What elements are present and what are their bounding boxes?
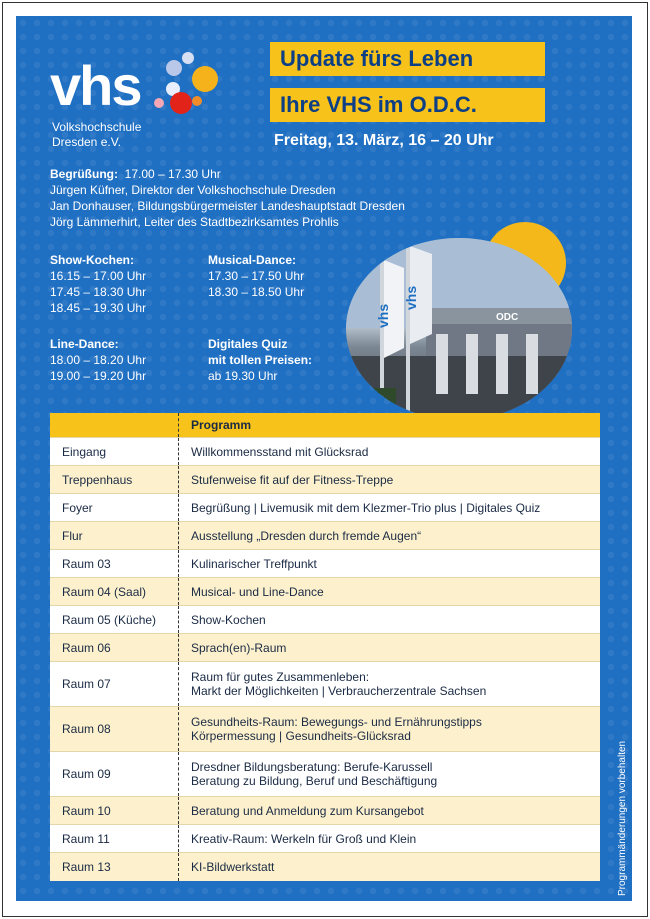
program-line: Show-Kochen bbox=[191, 612, 266, 627]
building-illustration bbox=[346, 238, 572, 420]
poster bbox=[16, 16, 632, 901]
program-line: Willkommensstand mit Glücksrad bbox=[191, 444, 369, 459]
program-line: Ausstellung „Dresden durch fremde Augen“ bbox=[191, 528, 422, 543]
program-line: KI-Bildwerkstatt bbox=[191, 859, 275, 874]
room-cell: Raum 10 bbox=[50, 797, 179, 825]
program-cell bbox=[179, 494, 601, 522]
headline-2: Ihre VHS im O.D.C. bbox=[270, 88, 545, 122]
table-row bbox=[50, 522, 600, 550]
program-header-row bbox=[50, 413, 600, 438]
room-cell: Raum 04 (Saal) bbox=[50, 578, 179, 606]
logo-dot bbox=[170, 92, 192, 114]
building-sign: ODC bbox=[496, 312, 519, 323]
line-dance-time: 18.00 – 18.20 Uhr bbox=[50, 353, 147, 367]
program-table bbox=[50, 413, 600, 881]
program-line: Dresdner Bildungsberatung: Berufe-Karussell bbox=[191, 760, 433, 774]
program-line: Kulinarischer Treffpunkt bbox=[191, 556, 317, 571]
program-cell bbox=[179, 522, 601, 550]
welcome-block bbox=[50, 166, 470, 230]
welcome-label: Begrüßung: bbox=[50, 167, 118, 181]
table-row bbox=[50, 797, 600, 825]
header-room bbox=[50, 413, 179, 438]
room-cell: Raum 11 bbox=[50, 825, 179, 853]
program-line: Körpermessung | Gesundheits-Glücksrad bbox=[191, 729, 411, 743]
program-line: Raum für gutes Zusammenleben: bbox=[191, 670, 370, 684]
table-row bbox=[50, 550, 600, 578]
show-kochen-time: 17.45 – 18.30 Uhr bbox=[50, 285, 147, 299]
show-kochen-title: Show-Kochen: bbox=[50, 253, 134, 267]
program-line: Beratung zu Bildung, Beruf und Beschäftigung bbox=[191, 774, 438, 788]
program-cell bbox=[179, 707, 601, 752]
program-line: Beratung und Anmeldung zum Kursangebot bbox=[191, 803, 424, 818]
program-cell bbox=[179, 825, 601, 853]
program-cell bbox=[179, 662, 601, 707]
quiz-title-2: mit tollen Preisen: bbox=[208, 353, 313, 367]
room-cell: Flur bbox=[50, 522, 179, 550]
musical-dance-time: 18.30 – 18.50 Uhr bbox=[208, 285, 305, 299]
musical-dance-time: 17.30 – 17.50 Uhr bbox=[208, 269, 305, 283]
table-row bbox=[50, 853, 600, 881]
quiz-title-1: Digitales Quiz bbox=[208, 337, 288, 351]
logo-dot bbox=[154, 98, 164, 108]
program-cell bbox=[179, 752, 601, 797]
logo-subtitle bbox=[52, 120, 192, 150]
line-dance-block bbox=[50, 336, 200, 384]
quiz-time: ab 19.30 Uhr bbox=[208, 369, 278, 383]
table-row bbox=[50, 634, 600, 662]
show-kochen-time: 18.45 – 19.30 Uhr bbox=[50, 301, 147, 315]
event-date: Freitag, 13. März, 16 – 20 Uhr bbox=[274, 132, 494, 149]
room-cell: Raum 05 (Küche) bbox=[50, 606, 179, 634]
program-cell bbox=[179, 606, 601, 634]
table-row bbox=[50, 438, 600, 466]
table-row bbox=[50, 752, 600, 797]
logo-dot bbox=[166, 60, 182, 76]
show-kochen-time: 16.15 – 17.00 Uhr bbox=[50, 269, 147, 283]
table-row bbox=[50, 707, 600, 752]
logo-subtitle-line2: Dresden e.V. bbox=[52, 135, 121, 149]
program-line: Stufenweise fit auf der Fitness-Treppe bbox=[191, 472, 394, 487]
quiz-block bbox=[208, 336, 358, 384]
logo-dot bbox=[192, 96, 202, 106]
table-row bbox=[50, 494, 600, 522]
room-cell: Raum 03 bbox=[50, 550, 179, 578]
program-line: Sprach(en)-Raum bbox=[191, 640, 287, 655]
header-program: Programm bbox=[179, 413, 601, 438]
musical-dance-block bbox=[208, 252, 358, 300]
welcome-line: Jan Donhauser, Bildungsbürgermeister Landeshauptstadt Dresden bbox=[50, 199, 405, 213]
room-cell: Raum 13 bbox=[50, 853, 179, 881]
table-row bbox=[50, 606, 600, 634]
room-cell: Treppenhaus bbox=[50, 466, 179, 494]
logo-word: vhs bbox=[50, 54, 141, 117]
welcome-line: Jürgen Küfner, Direktor der Volkshochschule Dresden bbox=[50, 183, 336, 197]
program-cell bbox=[179, 578, 601, 606]
welcome-time: 17.00 – 17.30 Uhr bbox=[124, 167, 221, 181]
side-note: Programmänderungen vorbehalten bbox=[617, 740, 628, 896]
logo-subtitle-line1: Volkshochschule bbox=[52, 120, 142, 134]
program-line: Gesundheits-Raum: Bewegungs- und Ernährungstipps bbox=[191, 715, 482, 729]
line-dance-time: 19.00 – 19.20 Uhr bbox=[50, 369, 147, 383]
program-cell bbox=[179, 438, 601, 466]
room-cell: Raum 09 bbox=[50, 752, 179, 797]
logo-dot bbox=[182, 52, 194, 64]
line-dance-title: Line-Dance: bbox=[50, 337, 119, 351]
building-photo bbox=[346, 238, 572, 420]
program-cell bbox=[179, 853, 601, 881]
program-line: Musical- und Line-Dance bbox=[191, 584, 324, 599]
program-cell bbox=[179, 550, 601, 578]
table-row bbox=[50, 662, 600, 707]
room-cell: Raum 08 bbox=[50, 707, 179, 752]
musical-dance-title: Musical-Dance: bbox=[208, 253, 297, 267]
table-row bbox=[50, 825, 600, 853]
room-cell: Eingang bbox=[50, 438, 179, 466]
program-cell bbox=[179, 466, 601, 494]
program-line: Markt der Möglichkeiten | Verbraucherzentrale Sachsen bbox=[191, 684, 487, 698]
table-row bbox=[50, 578, 600, 606]
flag-text: vhs bbox=[403, 285, 419, 310]
room-cell: Raum 06 bbox=[50, 634, 179, 662]
room-cell: Raum 07 bbox=[50, 662, 179, 707]
room-cell: Foyer bbox=[50, 494, 179, 522]
program-line: Begrüßung | Livemusik mit dem Klezmer-Trio plus | Digitales Quiz bbox=[191, 500, 541, 515]
table-row bbox=[50, 466, 600, 494]
logo-dot bbox=[192, 66, 218, 92]
welcome-line: Jörg Lämmerhirt, Leiter des Stadtbezirksamtes Prohlis bbox=[50, 215, 339, 229]
flag-text: vhs bbox=[375, 303, 391, 328]
program-line: Kreativ-Raum: Werkeln für Groß und Klein bbox=[191, 831, 417, 846]
show-kochen-block bbox=[50, 252, 200, 316]
program-cell bbox=[179, 797, 601, 825]
program-cell bbox=[179, 634, 601, 662]
headline-1: Update fürs Leben bbox=[270, 42, 545, 76]
